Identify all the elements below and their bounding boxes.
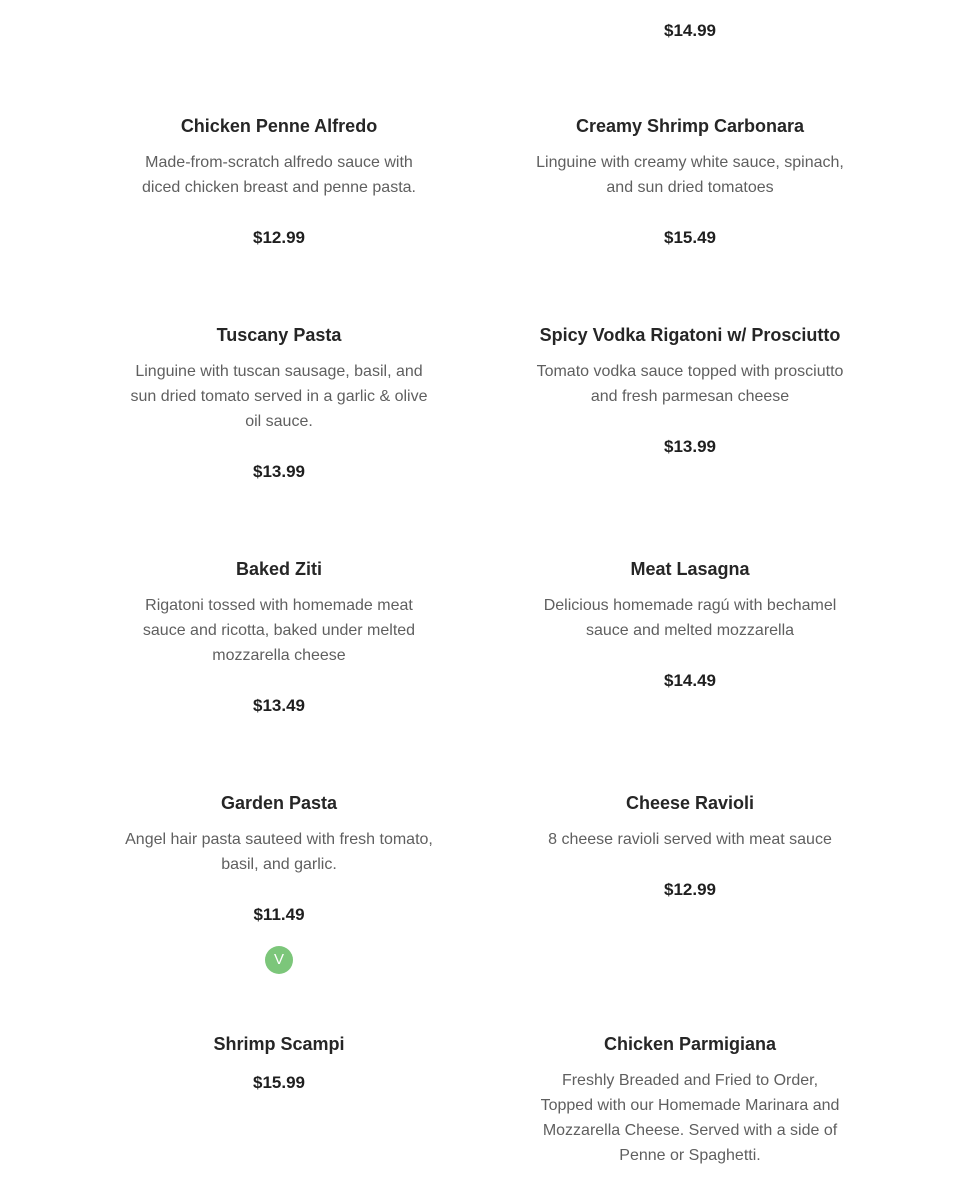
item-price: $13.99 xyxy=(253,462,305,481)
item-price: $14.99 xyxy=(664,21,716,40)
item-price: $12.99 xyxy=(664,880,716,899)
menu-item-spicy-vodka-rigatoni[interactable] xyxy=(535,324,845,458)
item-description: Made-from-scratch alfredo sauce with diced chicken breast and penne pasta. xyxy=(142,154,416,196)
menu-item-partial xyxy=(535,20,845,42)
item-name: Meat Lasagna xyxy=(630,559,750,579)
item-price: $14.49 xyxy=(664,671,716,690)
item-name: Garden Pasta xyxy=(220,793,338,813)
item-price: $13.99 xyxy=(664,437,716,456)
menu-item-creamy-shrimp-carbonara[interactable] xyxy=(535,115,845,249)
menu-item-meat-lasagna[interactable] xyxy=(535,558,845,692)
item-name: Spicy Vodka Rigatoni w/ Prosciutto xyxy=(539,325,841,345)
item-description: Linguine with creamy white sauce, spinach, and sun dried tomatoes xyxy=(536,154,844,196)
item-name: Creamy Shrimp Carbonara xyxy=(575,116,805,136)
item-price: $15.99 xyxy=(253,1073,305,1092)
menu-item-garden-pasta[interactable] xyxy=(124,792,434,974)
item-description: Rigatoni tossed with homemade meat sauce and ricotta, baked under melted mozzarella cheese xyxy=(142,597,416,664)
dietary-badges xyxy=(124,946,434,974)
item-name: Cheese Ravioli xyxy=(625,793,755,813)
vegetarian-badge-icon: V xyxy=(265,946,293,974)
menu-item-tuscany-pasta[interactable] xyxy=(124,324,434,483)
item-description: Linguine with tuscan sausage, basil, and sun dried tomato served in a garlic & olive oil sauce. xyxy=(130,363,428,430)
menu-item-chicken-parmigiana[interactable] xyxy=(535,1033,845,1168)
item-description: Angel hair pasta sauteed with fresh tomato, basil, and garlic. xyxy=(125,831,433,873)
item-name: Tuscany Pasta xyxy=(216,325,342,345)
item-description: Delicious homemade ragú with bechamel sauce and melted mozzarella xyxy=(543,597,837,639)
item-price: $15.49 xyxy=(664,228,716,247)
item-name: Chicken Parmigiana xyxy=(603,1034,777,1054)
item-name: Baked Ziti xyxy=(235,559,323,579)
item-description: Freshly Breaded and Fried to Order, Topped with our Homemade Marinara and Mozzarella Cheese. Served with a side of Penne or Spaghetti. xyxy=(540,1072,840,1164)
item-price: $11.49 xyxy=(253,905,305,924)
item-name: Shrimp Scampi xyxy=(213,1034,345,1054)
item-description: 8 cheese ravioli served with meat sauce xyxy=(548,831,832,848)
menu-item-chicken-penne-alfredo[interactable] xyxy=(124,115,434,249)
item-price: $12.99 xyxy=(253,228,305,247)
menu-item-baked-ziti[interactable] xyxy=(124,558,434,717)
menu-item-shrimp-scampi[interactable] xyxy=(124,1033,434,1094)
item-price: $13.49 xyxy=(253,696,305,715)
item-name: Chicken Penne Alfredo xyxy=(180,116,378,136)
menu-item-cheese-ravioli[interactable] xyxy=(535,792,845,901)
item-description: Tomato vodka sauce topped with prosciutto and fresh parmesan cheese xyxy=(536,363,844,405)
